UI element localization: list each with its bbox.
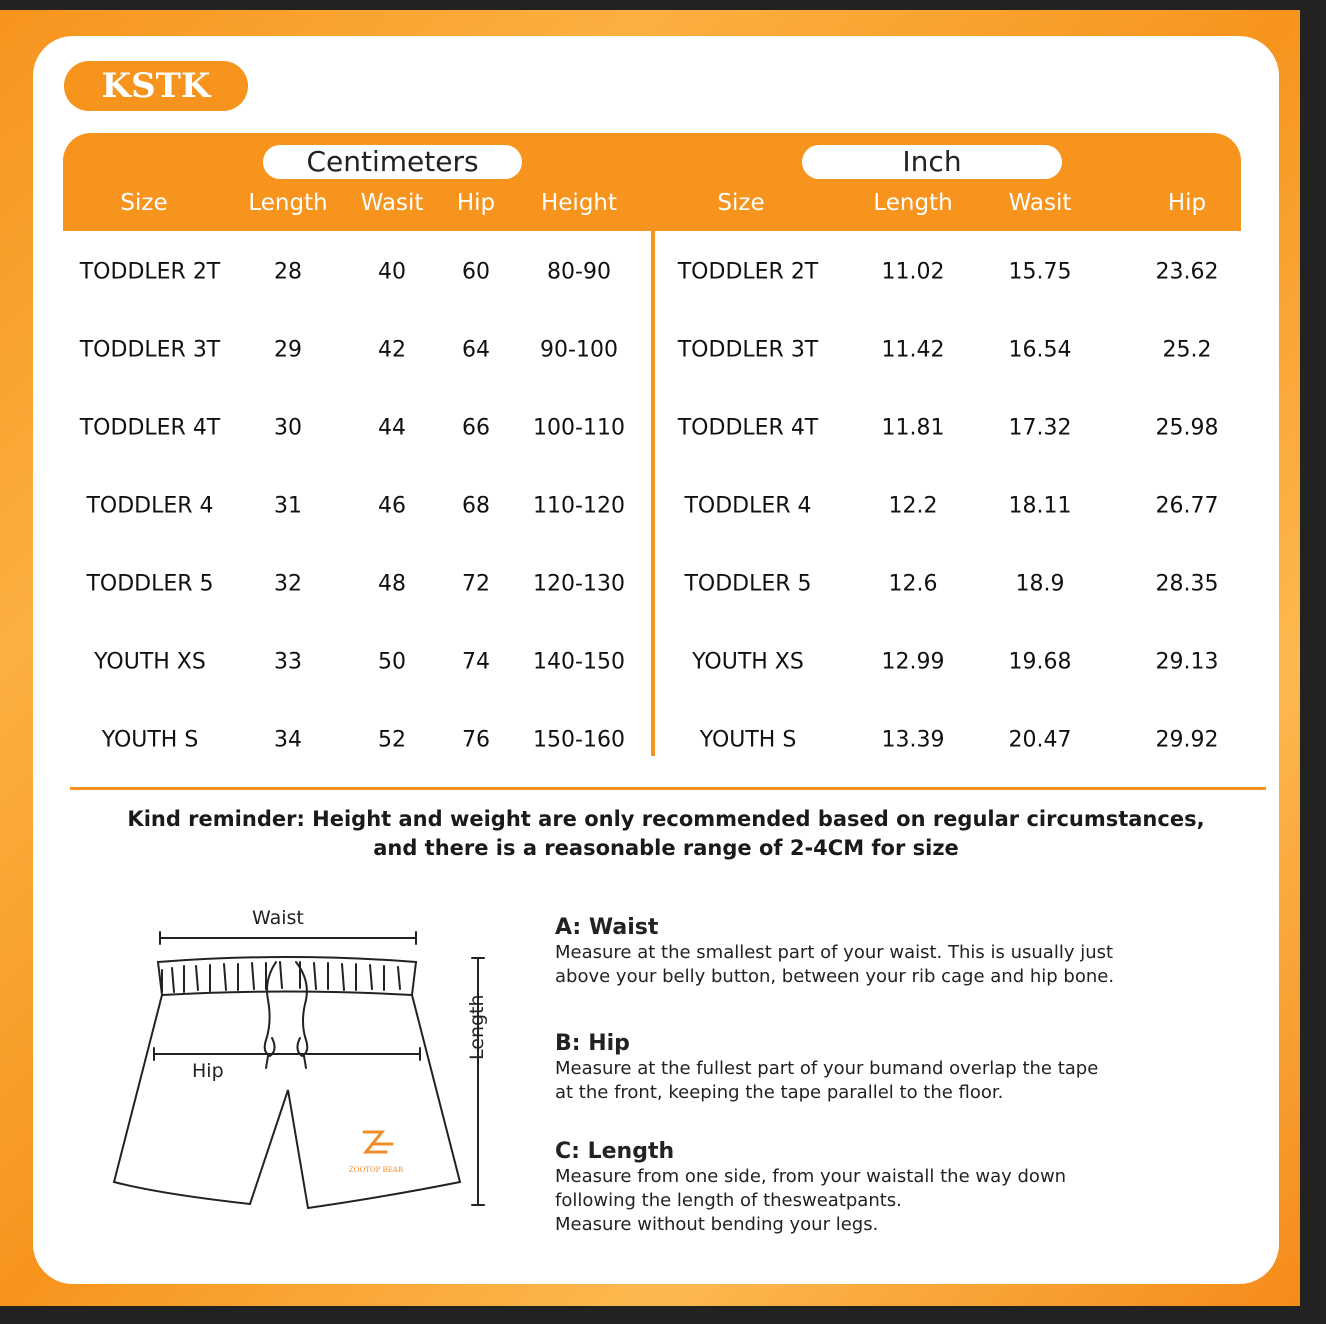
cm-col-waist: Wasit [360, 190, 424, 216]
inch-cell: 11.02 [881, 259, 945, 285]
cm-col-size: Size [120, 190, 168, 216]
guide-waist [555, 915, 1255, 989]
inch-cell: 16.54 [1008, 337, 1072, 363]
guide-waist-text: Measure at the smallest part of your waist. This is usually just above your belly button, between your rib cage and hip bone. [555, 942, 1115, 987]
cm-cell: 30 [274, 415, 302, 441]
inch-cell: 12.6 [888, 571, 938, 597]
inch-col-waist: Wasit [1008, 190, 1072, 216]
inch-cell: TODDLER 2T [677, 259, 819, 285]
cm-cell: 34 [274, 727, 302, 753]
inch-cell: 28.35 [1155, 571, 1219, 597]
inch-cell: 26.77 [1155, 493, 1219, 519]
cm-cell: 74 [462, 649, 490, 675]
hip-label: Hip [192, 1060, 224, 1082]
cm-cell: 80-90 [547, 259, 611, 285]
cm-cell: 29 [274, 337, 302, 363]
cm-cell: 40 [378, 259, 406, 285]
cm-cell: 32 [274, 571, 302, 597]
cm-cell: TODDLER 4T [79, 415, 221, 441]
cm-cell: 42 [378, 337, 406, 363]
cm-col-length: Length [248, 190, 328, 216]
inch-cell: 18.9 [1015, 571, 1065, 597]
inch-col-length: Length [873, 190, 953, 216]
guide-length-text: Measure from one side, from your waistall the way down following the length of thesweatpants. Measure without bending your legs. [555, 1166, 1067, 1235]
inch-cell: 11.42 [881, 337, 945, 363]
cm-cell: 48 [378, 571, 406, 597]
cm-cell: 76 [462, 727, 490, 753]
inch-cell: 11.81 [881, 415, 945, 441]
cm-cell: YOUTH S [101, 727, 199, 753]
cm-col-hip: Hip [456, 190, 496, 216]
cm-cell: TODDLER 3T [79, 337, 221, 363]
cm-cell: 60 [462, 259, 490, 285]
shorts-illustration [100, 900, 530, 1220]
cm-cell: 140-150 [533, 649, 625, 675]
cm-cell: 110-120 [533, 493, 625, 519]
kind-reminder [80, 805, 1252, 863]
cm-cell: 66 [462, 415, 490, 441]
inch-col-hip: Hip [1167, 190, 1207, 216]
logo-text: ZOOTOP BEAR [348, 1166, 404, 1174]
guide-length [555, 1139, 1255, 1237]
reminder-line-1: Kind reminder: Height and weight are only recommended based on regular circumstances, [127, 807, 1205, 831]
cm-cell: 31 [274, 493, 302, 519]
inch-cell: 12.99 [881, 649, 945, 675]
cm-col-height: Height [540, 190, 618, 216]
cm-cell: 150-160 [533, 727, 625, 753]
inch-cell: YOUTH S [699, 727, 797, 753]
inch-label: Inch [802, 145, 1062, 179]
cm-cell: 50 [378, 649, 406, 675]
shorts-diagram [100, 900, 530, 1220]
inch-cell: TODDLER 3T [677, 337, 819, 363]
cm-cell: TODDLER 2T [79, 259, 221, 285]
length-label: Length [466, 994, 488, 1060]
cm-cell: 52 [378, 727, 406, 753]
inch-cell: TODDLER 4T [677, 415, 819, 441]
guide-hip-title: B: Hip [555, 1031, 630, 1056]
inch-cell: YOUTH XS [692, 649, 804, 675]
guide-length-title: C: Length [555, 1139, 675, 1164]
table-divider [651, 231, 655, 756]
guide-waist-title: A: Waist [555, 915, 659, 940]
waist-label: Waist [252, 907, 304, 929]
cm-cell: 44 [378, 415, 406, 441]
inch-cell: 12.2 [888, 493, 938, 519]
guide-hip-text: Measure at the fullest part of your bumand overlap the tape at the front, keeping the tape parallel to the floor. [555, 1058, 1099, 1103]
inch-cell: 25.98 [1155, 415, 1219, 441]
cm-cell: TODDLER 5 [86, 571, 214, 597]
inch-cell: 29.13 [1155, 649, 1219, 675]
cm-cell: 72 [462, 571, 490, 597]
cm-cell: 28 [274, 259, 302, 285]
reminder-line-2: and there is a reasonable range of 2-4CM for size [373, 836, 959, 860]
centimeters-label: Centimeters [263, 145, 522, 179]
inch-cell: 19.68 [1008, 649, 1072, 675]
cm-cell: 120-130 [533, 571, 625, 597]
inch-col-size: Size [717, 190, 765, 216]
inch-cell: TODDLER 4 [684, 493, 812, 519]
inch-cell: 29.92 [1155, 727, 1219, 753]
inch-cell: 25.2 [1162, 337, 1212, 363]
brand-badge: KSTK [64, 61, 248, 111]
inch-cell: 15.75 [1008, 259, 1072, 285]
cm-cell: 64 [462, 337, 490, 363]
inch-cell: 17.32 [1008, 415, 1072, 441]
section-divider [70, 787, 1266, 790]
inch-cell: 23.62 [1155, 259, 1219, 285]
guide-hip [555, 1031, 1255, 1105]
table-header [63, 133, 1241, 231]
cm-cell: 68 [462, 493, 490, 519]
cm-cell: 46 [378, 493, 406, 519]
inch-cell: 18.11 [1008, 493, 1072, 519]
inch-cell: TODDLER 5 [684, 571, 812, 597]
cm-cell: YOUTH XS [94, 649, 206, 675]
cm-cell: 33 [274, 649, 302, 675]
cm-cell: 90-100 [540, 337, 618, 363]
cm-cell: TODDLER 4 [86, 493, 214, 519]
inch-cell: 13.39 [881, 727, 945, 753]
cm-cell: 100-110 [533, 415, 625, 441]
inch-cell: 20.47 [1008, 727, 1072, 753]
